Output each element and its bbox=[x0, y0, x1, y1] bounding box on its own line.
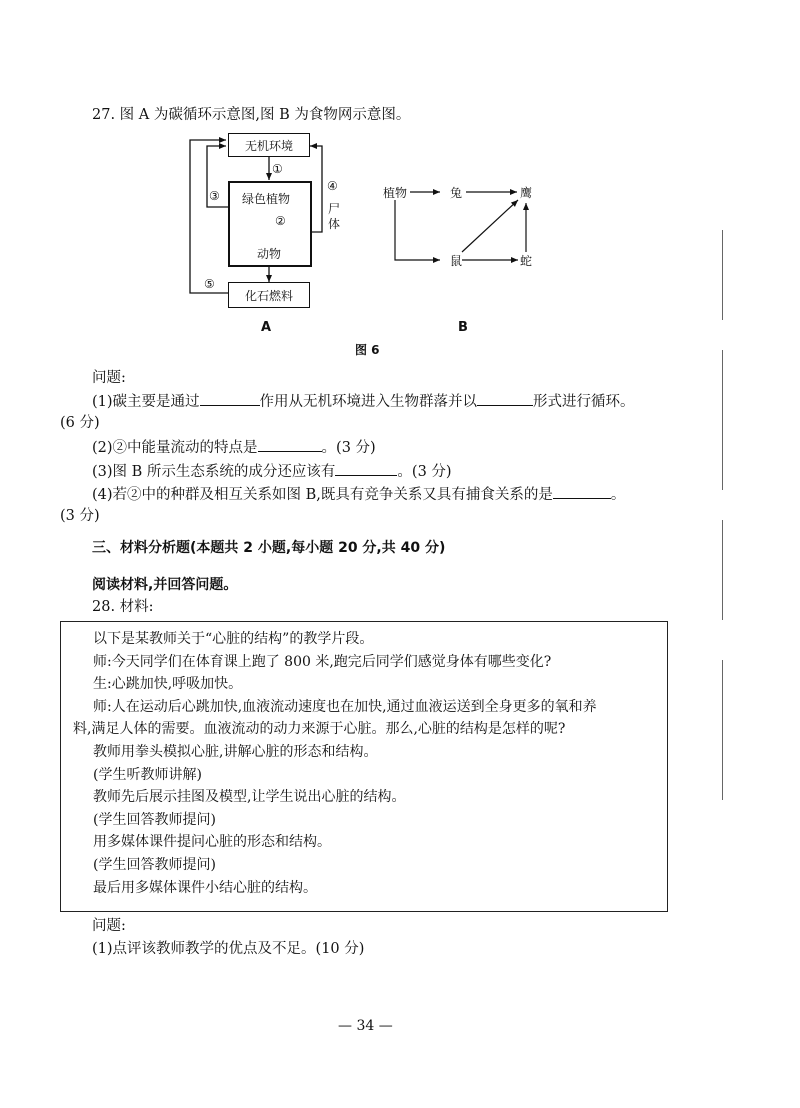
q27-sub4-part-a: (4)若②中的种群及相互关系如图 B,既具有竞争关系又具有捕食关系的是 bbox=[92, 487, 553, 503]
q28-questions-heading: 问题: bbox=[92, 918, 126, 934]
material-line: 师:人在运动后心跳加快,血液流动速度也在加快,通过血液运送到全身更多的氧和养 bbox=[93, 698, 597, 715]
material-line: 生:心跳加快,呼吸加快。 bbox=[93, 676, 243, 693]
q27-sub1-blank-2[interactable] bbox=[477, 391, 533, 406]
label-corpse-1: 尸 bbox=[328, 202, 341, 216]
material-line: 教师用拳头模拟心脏,讲解心脏的形态和结构。 bbox=[93, 744, 378, 760]
q27-sub2-part-b: 。(3 分) bbox=[321, 440, 376, 456]
fossil-fuel-label: 化石燃料 bbox=[244, 288, 293, 303]
margin-line-3 bbox=[722, 520, 723, 620]
figure-caption: 图 6 bbox=[355, 343, 380, 357]
q27-sub1-part-a: (1)碳主要是通过 bbox=[92, 394, 200, 410]
caption-b: B bbox=[458, 320, 468, 335]
q27-sub4-part-b: 。 bbox=[610, 487, 626, 503]
animal-label: 动物 bbox=[257, 247, 282, 261]
node-rabbit: 兔 bbox=[450, 186, 463, 200]
label-n5: ⑤ bbox=[204, 277, 215, 291]
section3-heading: 三、材料分析题(本题共 2 小题,每小题 20 分,共 40 分) bbox=[92, 540, 446, 556]
q27-sub1-part-b: 作用从无机环境进入生物群落并以 bbox=[259, 394, 478, 410]
material-line: 以下是某教师关于“心脏的结构”的教学片段。 bbox=[93, 631, 374, 647]
material-box bbox=[60, 621, 668, 912]
q27-questions-heading: 问题: bbox=[92, 370, 126, 386]
q27-stem: 27. 图 A 为碳循环示意图,图 B 为食物网示意图。 bbox=[92, 107, 411, 123]
inorganic-environment-label: 无机环境 bbox=[244, 138, 293, 153]
node-mouse: 鼠 bbox=[450, 254, 463, 268]
q28-label: 28. 材料: bbox=[92, 599, 154, 615]
q27-sub1-score: (6 分) bbox=[60, 415, 100, 431]
label-corpse-2: 体 bbox=[328, 217, 341, 231]
q27-sub4 bbox=[92, 484, 625, 504]
margin-line-2 bbox=[722, 350, 723, 490]
material-line: 师:今天同学们在体育课上跑了 800 米,跑完后同学们感觉身体有哪些变化? bbox=[93, 653, 552, 670]
label-n1: ① bbox=[272, 162, 283, 176]
material-line: 最后用多媒体课件小结心脏的结构。 bbox=[93, 879, 317, 896]
material-line: 用多媒体课件提问心脏的形态和结构。 bbox=[93, 834, 331, 851]
margin-line-4 bbox=[722, 660, 723, 800]
q28-sub1: (1)点评该教师教学的优点及不足。(10 分) bbox=[92, 941, 365, 957]
label-n3: ③ bbox=[209, 189, 220, 203]
q27-sub2 bbox=[92, 437, 376, 457]
q27-sub1 bbox=[92, 391, 635, 411]
q27-sub3-part-b: 。(3 分) bbox=[397, 464, 452, 480]
q27-sub2-part-a: (2)②中能量流动的特点是 bbox=[92, 440, 258, 456]
q27-sub4-blank[interactable] bbox=[553, 484, 611, 499]
q27-sub3-part-a: (3)图 B 所示生态系统的成分还应该有 bbox=[92, 464, 336, 480]
node-eagle: 鹰 bbox=[520, 186, 533, 200]
q27-sub3-blank[interactable] bbox=[335, 461, 397, 476]
margin-line-1 bbox=[722, 230, 723, 320]
material-line: (学生回答教师提问) bbox=[93, 811, 216, 828]
page-number: — 34 — bbox=[338, 1018, 393, 1034]
q27-sub2-blank[interactable] bbox=[258, 437, 322, 452]
q27-sub1-part-c: 形式进行循环。 bbox=[533, 394, 635, 410]
material-line: 料,满足人体的需要。血液流动的动力来源于心脏。那么,心脏的结构是怎样的呢? bbox=[73, 721, 566, 738]
material-line: 教师先后展示挂图及模型,让学生说出心脏的结构。 bbox=[93, 789, 406, 806]
q27-sub1-blank-1[interactable] bbox=[200, 391, 260, 406]
section3-instruction: 阅读材料,并回答问题。 bbox=[92, 577, 238, 593]
caption-a: A bbox=[261, 320, 272, 335]
green-plant-label: 绿色植物 bbox=[242, 192, 291, 206]
q27-sub3 bbox=[92, 461, 452, 481]
node-plant: 植物 bbox=[383, 186, 408, 200]
material-line: (学生听教师讲解) bbox=[93, 766, 202, 783]
label-n2: ② bbox=[275, 214, 286, 228]
q27-sub4-score: (3 分) bbox=[60, 508, 100, 524]
label-n4: ④ bbox=[327, 179, 338, 193]
material-line: (学生回答教师提问) bbox=[93, 857, 216, 873]
node-snake: 蛇 bbox=[520, 254, 533, 268]
